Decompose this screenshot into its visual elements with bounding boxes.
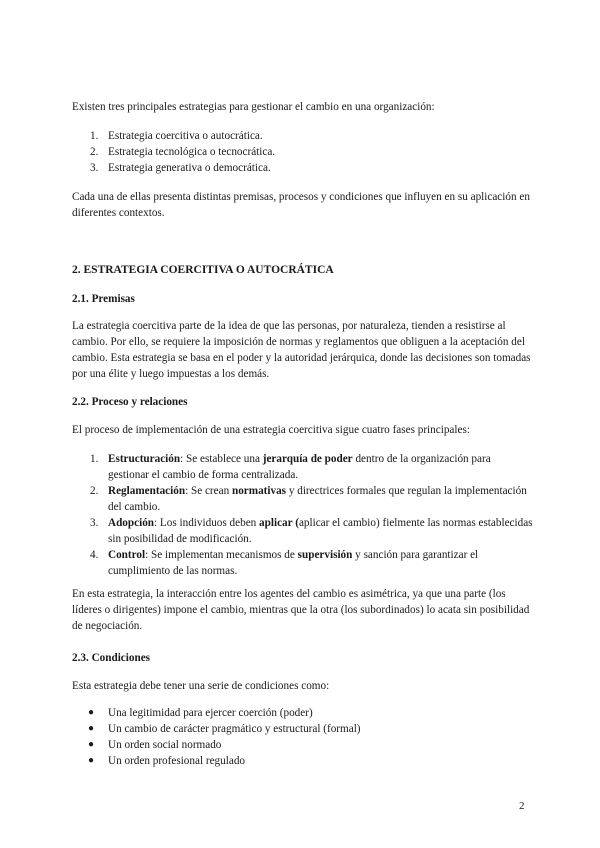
list-item-text: Estrategia coercitiva o autocrática.: [108, 130, 263, 142]
subsection-heading-proceso: 2.2. Proceso y relaciones: [72, 396, 188, 408]
phase-emphasis: normativas: [231, 485, 287, 497]
strategies-summary: Cada una de ellas presenta distintas premisas, procesos y condiciones que influyen en su aplicación en diferentes contextos.: [72, 191, 530, 219]
bullet-icon: ●: [88, 739, 95, 750]
intro-paragraph: Existen tres principales estrategias para gestionar el cambio en una organización:: [72, 101, 435, 113]
bullet-icon: ●: [88, 723, 95, 734]
list-item-text: Estrategia tecnológica o tecnocrática.: [108, 146, 276, 158]
phase-text: aplicar el cambio) fielmente las normas establecidas sin posibilidad de modificación.: [108, 517, 533, 545]
bullet-icon: ●: [88, 755, 95, 766]
subsection-heading-condiciones: 2.3. Condiciones: [72, 652, 151, 664]
phase-emphasis: jerarquía de poder: [262, 453, 353, 465]
list-item: 2. Reglamentación: Se crean normativas y directrices formales que regulan la implementación del cambio.: [90, 485, 527, 513]
phase-term: Reglamentación: [108, 485, 186, 497]
list-item-text: Estrategia generativa o democrática.: [108, 162, 271, 174]
section-heading: 2. ESTRATEGIA COERCITIVA O AUTOCRÁTICA: [72, 264, 334, 276]
phase-term: Adopción: [108, 517, 155, 529]
condiciones-intro: Esta estrategia debe tener una serie de condiciones como:: [72, 680, 330, 692]
list-item: 1. Estrategia coercitiva o autocrática.: [90, 130, 263, 142]
conditions-list: [72, 705, 534, 769]
bullet-icon: ●: [88, 707, 95, 718]
phase-emphasis: supervisión: [297, 549, 353, 561]
list-item: 2. Estrategia tecnológica o tecnocrática.: [90, 146, 276, 158]
premisas-paragraph: La estrategia coercitiva parte de la idea de que las personas, por naturaleza, tienden a resistirse al cambio. Por ello, se requiere la imposición de normas y reglamentos que obliguen a la aceptación del cambio. Esta estrategia se basa en el poder y la autoridad jerárquica, donde las decisiones son tomadas por una élite y luego impuestas a los demás.: [72, 320, 531, 380]
phase-emphasis: aplicar (: [259, 517, 299, 529]
list-item: [72, 705, 534, 721]
list-item: 4. Control: Se implementan mecanismos de supervisión y sanción para garantizar el cumplimiento de las normas.: [90, 549, 479, 577]
subsection-heading-premisas: 2.1. Premisas: [72, 293, 135, 305]
phase-text: : Los individuos deben: [154, 517, 260, 529]
list-item: [72, 721, 534, 737]
list-item-text: Una legitimidad para ejercer coerción (poder): [108, 707, 313, 719]
phase-text: : Se implementan mecanismos de: [145, 549, 298, 561]
phase-text: y sanción para garantizar el cumplimiento de las normas.: [108, 549, 479, 577]
list-item-text: Un orden profesional regulado: [108, 755, 246, 767]
proceso-closing: En esta estrategia, la interacción entre los agentes del cambio es asimétrica, ya que una parte (los líderes o dirigentes) impone el cambio, mientras que la otra (los subordinados) lo acata sin posibilidad de negociación.: [72, 588, 530, 632]
list-item-text: Un cambio de carácter pragmático y estructural (formal): [108, 723, 361, 735]
phase-text: y directrices formales que regulan la implementación del cambio.: [108, 485, 527, 513]
list-item: [72, 753, 534, 769]
phase-text: : Se crean: [185, 485, 232, 497]
proceso-intro: El proceso de implementación de una estrategia coercitiva sigue cuatro fases principales:: [72, 424, 470, 436]
phase-term: Estructuración: [108, 453, 181, 465]
list-item: [72, 737, 534, 753]
phase-term: Control: [108, 549, 146, 561]
list-item-text: Un orden social normado: [108, 739, 222, 751]
phases-list: [72, 451, 534, 579]
phase-text: dentro de la organización para gestionar el cambio de forma centralizada.: [108, 453, 491, 481]
list-item: 1. Estructuración: Se establece una jerarquía de poder dentro de la organización para gestionar el cambio de forma centralizada.: [90, 453, 491, 481]
phase-text: : Se establece una: [180, 453, 263, 465]
list-item: 3. Estrategia generativa o democrática.: [90, 162, 271, 174]
page-number: 2: [519, 800, 525, 812]
list-item: 3. Adopción: Los individuos deben aplicar (aplicar el cambio) fielmente las normas establecidas sin posibilidad de modificación.: [90, 517, 533, 545]
strategies-list: [72, 128, 534, 176]
